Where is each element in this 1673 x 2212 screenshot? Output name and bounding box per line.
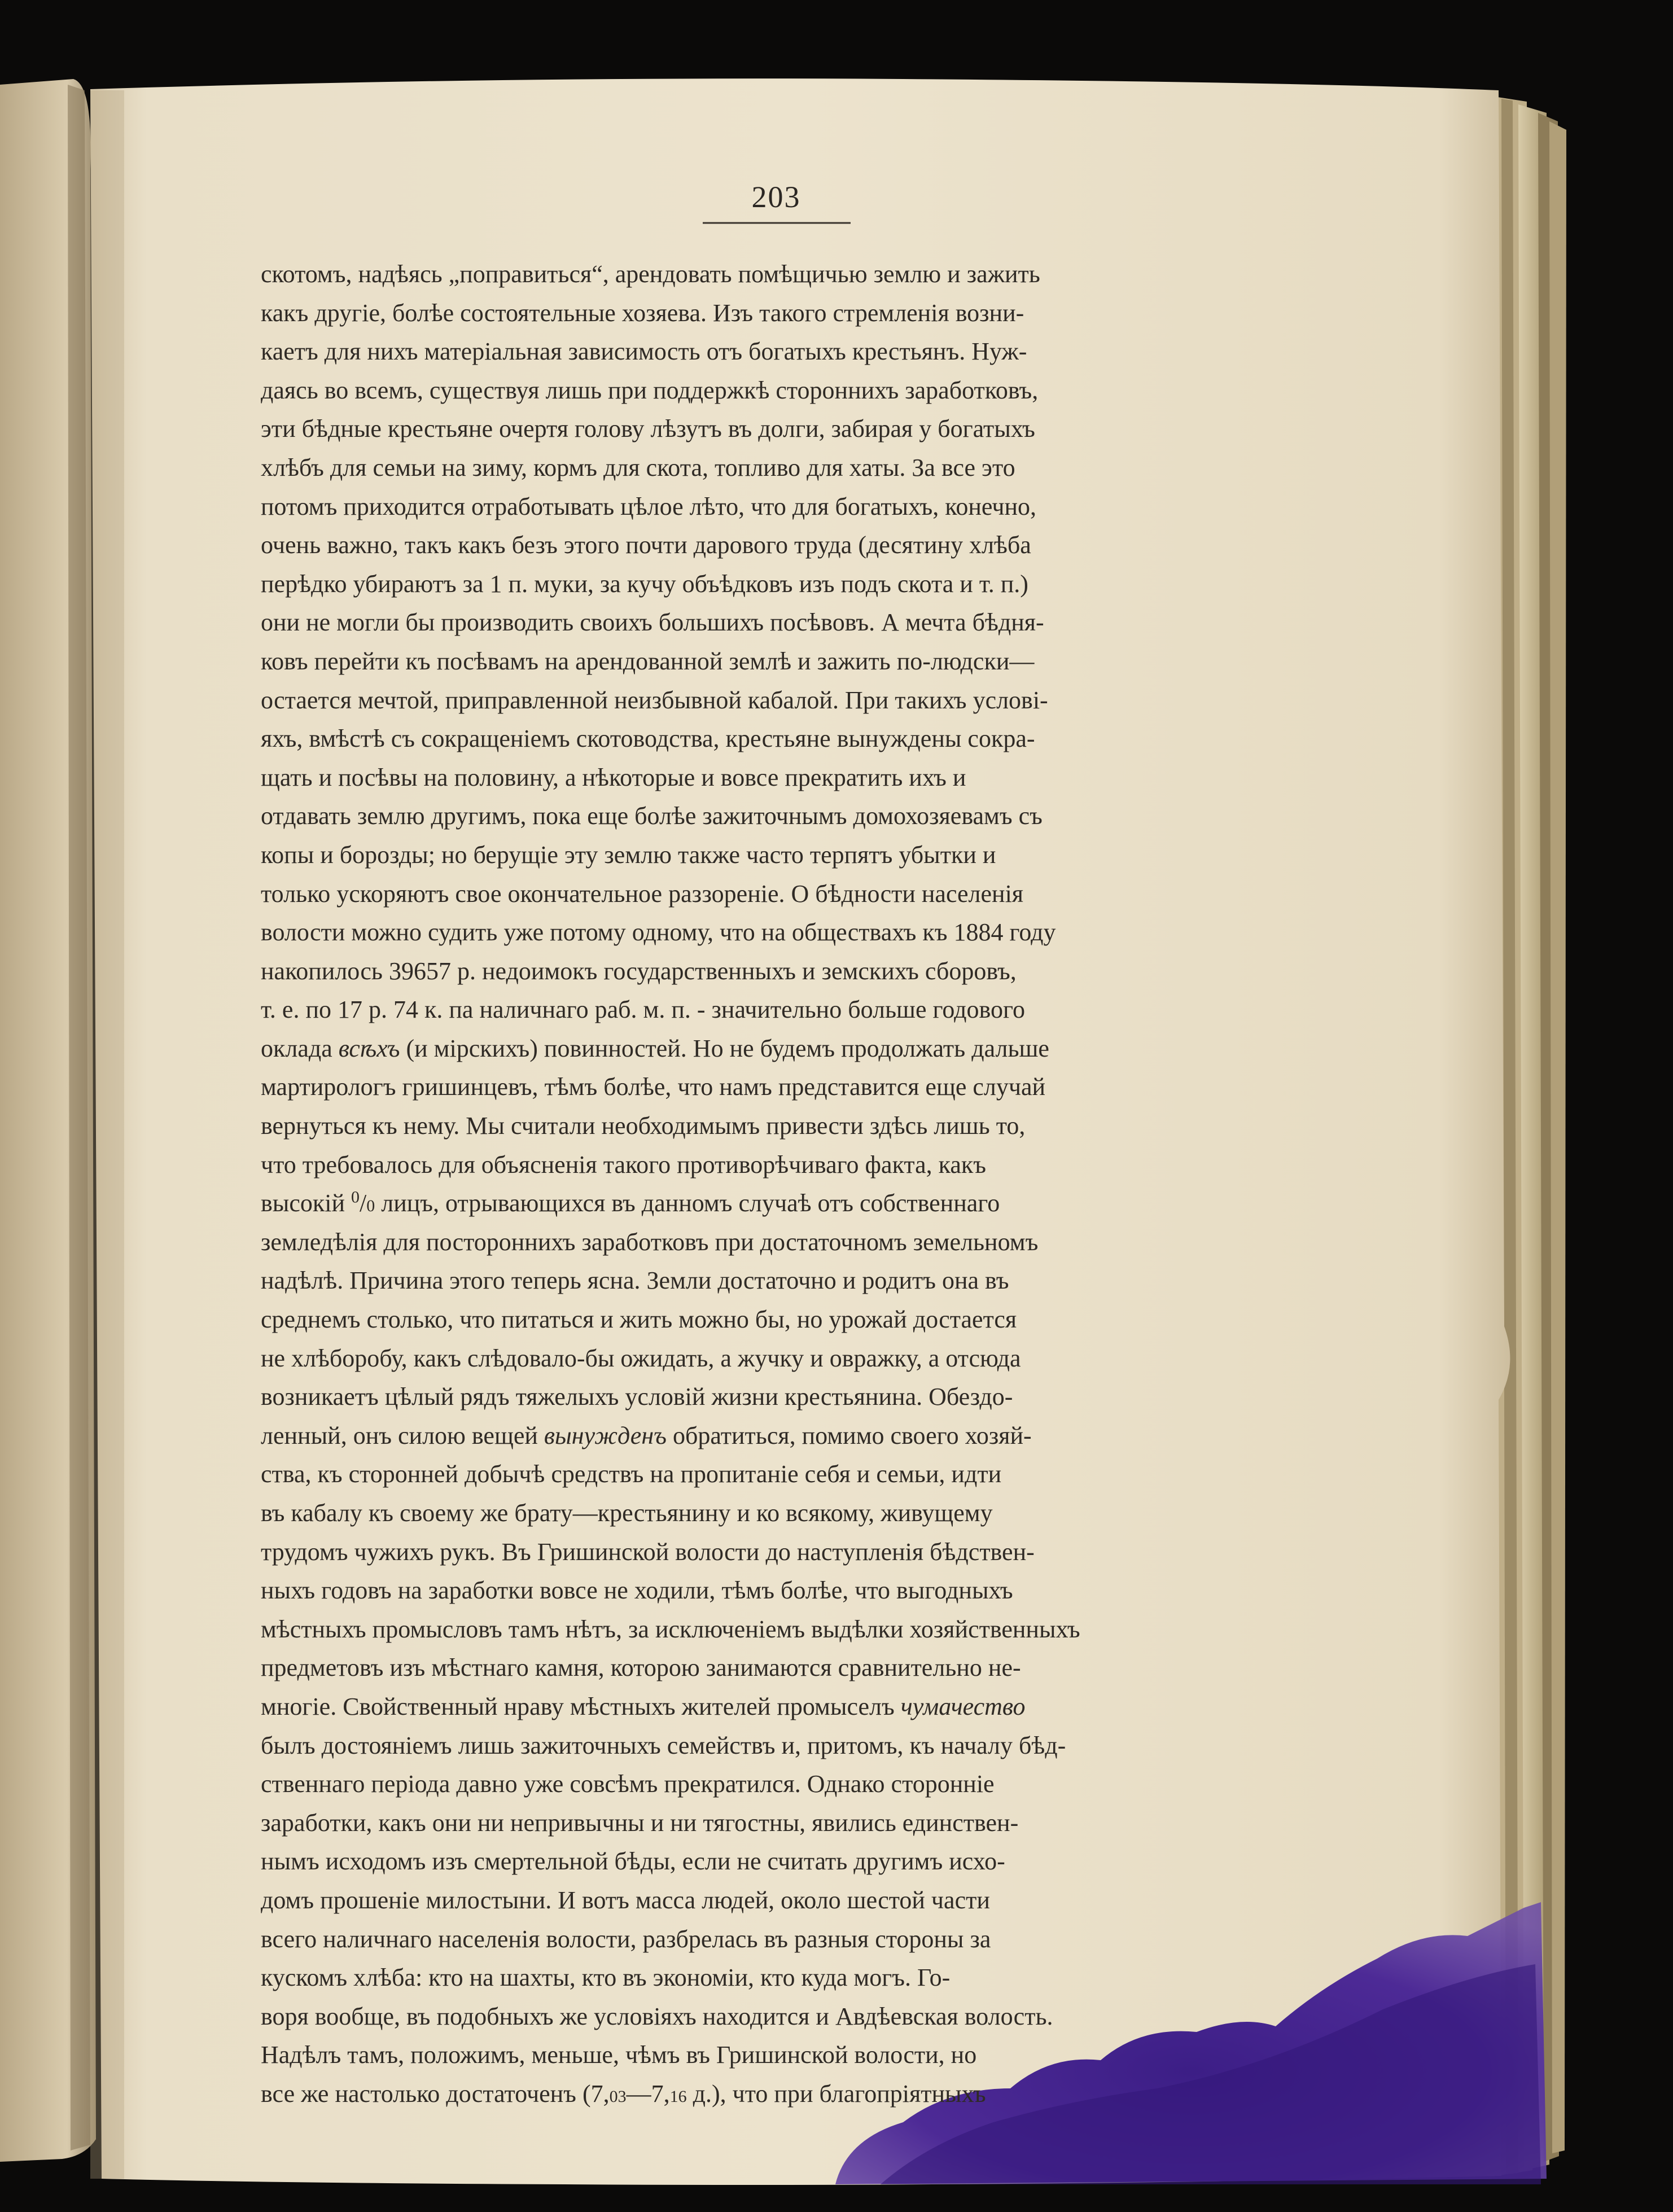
page-number-rule	[703, 221, 851, 225]
text-run: мартирологъ гришинцевъ, тѣмъ болѣе, что намъ представится еще случай	[261, 1073, 1046, 1101]
text-line	[261, 371, 1297, 410]
text-run: въ кабалу къ своему же брату—крестьянину и ко всякому, живущему	[261, 1499, 993, 1527]
text-run: не хлѣборобу, какъ слѣдовало-бы ожидать, а жучку и овражку, а отсюда	[261, 1344, 1021, 1372]
text-line	[261, 1068, 1297, 1107]
text-run: многіе. Свойственный нраву мѣстныхъ жителей промыселъ	[261, 1692, 901, 1720]
text-run: надѣлѣ. Причина этого теперь ясна. Земли достаточно и родитъ она въ	[261, 1267, 1009, 1295]
text-line	[261, 991, 1297, 1030]
text-run: всего наличнаго населенія волости, разбрелась въ разныя стороны за	[261, 1925, 991, 1953]
text-line	[261, 1804, 1297, 1843]
text-run: эти бѣдные крестьяне очертя голову лѣзутъ въ долги, забирая у богатыхъ	[261, 415, 1035, 443]
text-run: среднемъ столько, что питаться и жить можно бы, но урожай достается	[261, 1306, 1017, 1334]
text-line	[261, 1881, 1297, 1920]
text-line	[261, 449, 1297, 488]
subscript: 16	[669, 2087, 687, 2106]
text-run: накопилось 39657 р. недоимокъ государственныхъ и земскихъ сборовъ,	[261, 957, 1017, 985]
text-run: щать и посѣвы на половину, а нѣкоторые и вовсе прекратить ихъ и	[261, 763, 966, 791]
text-line	[261, 603, 1297, 642]
text-line	[261, 410, 1297, 449]
text-run: нымъ исходомъ изъ смертельной бѣды, если не считать другимъ исхо-	[261, 1847, 1005, 1876]
text-line	[261, 720, 1297, 759]
text-run: остается мечтой, приправленной неизбывной кабалой. При такихъ услові-	[261, 686, 1048, 714]
text-line	[261, 1842, 1297, 1881]
text-run: вернуться къ нему. Мы считали необходимымъ привести здѣсь лишь то,	[261, 1112, 1026, 1140]
text-run: только ускоряютъ свое окончательное раззореніе. О бѣдности населенія	[261, 879, 1024, 908]
text-line	[261, 952, 1297, 991]
text-run: очень важно, такъ какъ безъ этого почти дарового труда (десятину хлѣба	[261, 531, 1031, 559]
text-line	[261, 1533, 1297, 1572]
text-run: былъ достояніемъ лишь зажиточныхъ семействъ и, притомъ, къ началу бѣд-	[261, 1731, 1066, 1759]
text-run: ленный, онъ силою вещей	[261, 1421, 544, 1449]
text-run: даясь во всемъ, существуя лишь при поддержкѣ стороннихъ заработковъ,	[261, 376, 1039, 404]
emphasized-word: чумачество	[900, 1692, 1026, 1720]
text-run: копы и борозды; но берущіе эту землю также часто терпятъ убытки и	[261, 840, 996, 869]
text-line	[261, 1998, 1297, 2036]
text-run: перѣдко убираютъ за 1 п. муки, за кучу объѣдковъ изъ подъ скота и т. п.)	[261, 570, 1028, 598]
subscript: 0	[366, 1197, 375, 1216]
text-run: кускомъ хлѣба: кто на шахты, кто въ экономіи, кто куда могъ. Го-	[261, 1964, 951, 1992]
text-line	[261, 1339, 1297, 1378]
text-run: волости можно судить уже потому одному, что на обществахъ къ 1884 году	[261, 918, 1056, 947]
text-run: потомъ приходится отработывать цѣлое лѣто, что для богатыхъ, конечно,	[261, 492, 1036, 520]
text-run: т. е. по 17 р. 74 к. па наличнаго раб. м. п. - значительно больше годового	[261, 996, 1025, 1024]
text-run: скотомъ, надѣясь „поправиться“, арендовать помѣщичью землю и зажить	[261, 260, 1040, 288]
text-line	[261, 1920, 1297, 1959]
text-line	[261, 1494, 1297, 1533]
text-run: ственнаго періода давно уже совсѣмъ прекратился. Однако сторонніе	[261, 1770, 995, 1798]
text-run: какъ другіе, болѣе состоятельные хозяева. Изъ такого стремленія возни-	[261, 299, 1024, 327]
text-run: что требовалось для объясненія такого противорѣчиваго факта, какъ	[261, 1150, 987, 1179]
text-line	[261, 836, 1297, 875]
text-line	[261, 1030, 1297, 1068]
text-run: (и мірскихъ) повинностей. Но не будемъ продолжать дальше	[400, 1034, 1049, 1062]
text-run: они не могли бы производить своихъ большихъ посѣвовъ. А мечта бѣдня-	[261, 608, 1044, 637]
subscript: 03	[609, 2087, 627, 2106]
text-line	[261, 797, 1297, 836]
text-run: высокій	[261, 1189, 352, 1217]
text-line	[261, 294, 1297, 333]
text-line	[261, 1571, 1297, 1610]
body-text	[261, 255, 1297, 2114]
text-line	[261, 1262, 1297, 1300]
text-run: оклада	[261, 1034, 339, 1062]
text-run: воря вообще, въ подобныхъ же условіяхъ находится и Авдѣевская волость.	[261, 2002, 1053, 2030]
text-line	[261, 1727, 1297, 1766]
text-line	[261, 681, 1297, 720]
text-line	[261, 1223, 1297, 1262]
text-line	[261, 526, 1297, 565]
text-line	[261, 1688, 1297, 1727]
text-line	[261, 1184, 1297, 1223]
text-run: /	[360, 1189, 367, 1217]
text-run: —7,	[626, 2079, 670, 2108]
text-run: обратиться, помимо своего хозяй-	[666, 1421, 1032, 1449]
text-run: хлѣбъ для семьи на зиму, кормъ для скота, топливо для хаты. За все это	[261, 453, 1015, 481]
text-run: ныхъ годовъ на заработки вовсе не ходили, тѣмъ болѣе, что выгодныхъ	[261, 1576, 1013, 1605]
text-line	[261, 2075, 1297, 2114]
text-run: заработки, какъ они ни непривычны и ни тягостны, явились единствен-	[261, 1808, 1019, 1837]
text-run: мѣстныхъ промысловъ тамъ нѣтъ, за исключеніемъ выдѣлки хозяйственныхъ	[261, 1615, 1080, 1643]
text-line	[261, 1649, 1297, 1688]
text-run: земледѣлія для постороннихъ заработковъ при достаточномъ земельномъ	[261, 1228, 1039, 1256]
text-run: трудомъ чужихъ рукъ. Въ Гришинской волости до наступленія бѣдствен-	[261, 1538, 1035, 1566]
text-run: возникаетъ цѣлый рядъ тяжелыхъ условій жизни крестьянина. Обездо-	[261, 1383, 1013, 1411]
text-line	[261, 2036, 1297, 2075]
emphasized-word: вынужденъ	[544, 1421, 667, 1449]
text-line	[261, 1455, 1297, 1494]
text-run: предметовъ изъ мѣстнаго камня, которою занимаются сравнительно не-	[261, 1654, 1021, 1682]
superscript: 0	[351, 1188, 360, 1207]
text-run: все же настолько достаточенъ (7,	[261, 2079, 610, 2108]
emphasized-word: всѣхъ	[338, 1034, 400, 1062]
text-line	[261, 255, 1297, 294]
text-run: д.), что при благопріятныхъ	[686, 2079, 986, 2108]
text-line	[261, 759, 1297, 798]
text-line	[261, 913, 1297, 952]
text-line	[261, 565, 1297, 604]
text-run: лицъ, отрывающихся въ данномъ случаѣ отъ собственнаго	[375, 1189, 1000, 1217]
text-line	[261, 875, 1297, 914]
text-line	[261, 332, 1297, 371]
text-line	[261, 1765, 1297, 1804]
text-line	[261, 1146, 1297, 1185]
text-line	[261, 1378, 1297, 1417]
page-number: 203	[751, 180, 801, 214]
text-line	[261, 1300, 1297, 1339]
text-run: домъ прошеніе милостыни. И вотъ масса людей, около шестой части	[261, 1886, 990, 1914]
text-run: Надѣлъ тамъ, положимъ, меньше, чѣмъ въ Гришинской волости, но	[261, 2041, 977, 2069]
text-line	[261, 1417, 1297, 1456]
text-line	[261, 1107, 1297, 1146]
text-line	[261, 488, 1297, 527]
text-line	[261, 1959, 1297, 1998]
text-run: отдавать землю другимъ, пока еще болѣе зажиточнымъ домохозяевамъ съ	[261, 802, 1043, 830]
text-line	[261, 1610, 1297, 1649]
text-run: ковъ перейти къ посѣвамъ на арендованной землѣ и зажить по-людски—	[261, 647, 1035, 675]
text-run: яхъ, вмѣстѣ съ сокращеніемъ скотоводства, крестьяне вынуждены сокра-	[261, 725, 1035, 753]
text-run: ства, къ сторонней добычѣ средствъ на пропитаніе себя и семьи, идти	[261, 1460, 1002, 1488]
text-line	[261, 642, 1297, 681]
text-run: каетъ для нихъ матеріальная зависимость отъ богатыхъ крестьянъ. Нуж-	[261, 338, 1027, 366]
